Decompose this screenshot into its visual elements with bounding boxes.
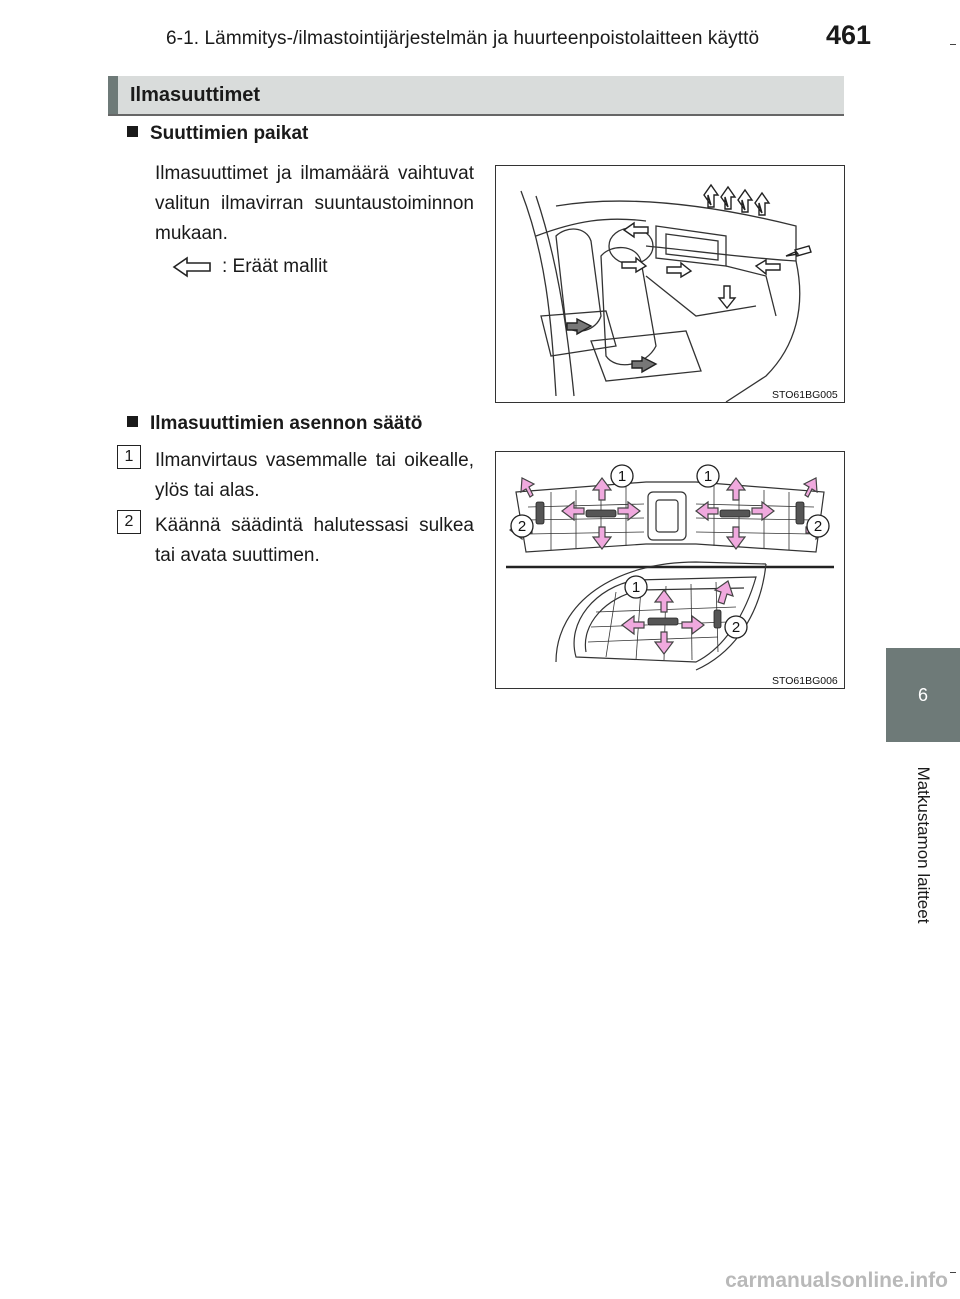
subsection-title: Ilmasuuttimien asennon säätö: [150, 413, 423, 434]
square-bullet-icon: [127, 126, 138, 137]
subsection-heading: [127, 413, 422, 435]
figure-code: STO61BG005: [772, 389, 838, 401]
square-bullet-icon: [127, 416, 138, 427]
watermark: carmanualsonline.info: [725, 1269, 948, 1292]
crop-mark: [950, 44, 956, 45]
running-header: 6-1. Lämmitys-/ilmastointijärjestelmän ja huurteenpoistolaitteen käyttö: [166, 28, 760, 49]
vent-illustration: [496, 452, 844, 688]
callout-number: 2: [517, 518, 527, 535]
subsection-title: Suuttimien paikat: [150, 123, 309, 144]
chapter-label: Matkustamon laitteet: [914, 766, 933, 924]
subsection-heading: [127, 123, 308, 145]
figure-vent-adjustment: [495, 451, 845, 689]
legend: [172, 256, 328, 278]
page-number: 461: [826, 20, 872, 50]
outline-arrow-icon: [172, 256, 212, 278]
callout-number: 2: [731, 619, 741, 636]
chapter-tab: 6: [886, 648, 960, 742]
section-accent: [108, 76, 118, 114]
callout-number: 1: [617, 468, 627, 485]
car-interior-illustration: [496, 166, 844, 402]
step-text: Käännä säädintä halutessasi sulkea tai avata suuttimen.: [155, 515, 474, 566]
crop-mark: [950, 1272, 956, 1273]
paragraph: Ilmasuuttimet ja ilmamäärä vaihtuvat valitun ilmavirran suuntaustoiminnon mukaan.: [155, 163, 474, 244]
callout-number: 2: [813, 518, 823, 535]
step-number: 1: [117, 445, 141, 469]
figure-code: STO61BG006: [772, 675, 838, 687]
legend-text: : Eräät mallit: [222, 256, 328, 277]
section-title: Ilmasuuttimet: [130, 84, 261, 106]
figure-vent-locations: [495, 165, 845, 403]
section-heading-bar: [108, 76, 844, 116]
callout-number: 1: [631, 579, 641, 596]
step-text: Ilmanvirtaus vasemmalle tai oikealle, ylös tai alas.: [155, 450, 474, 501]
callout-number: 1: [703, 468, 713, 485]
step-number: 2: [117, 510, 141, 534]
